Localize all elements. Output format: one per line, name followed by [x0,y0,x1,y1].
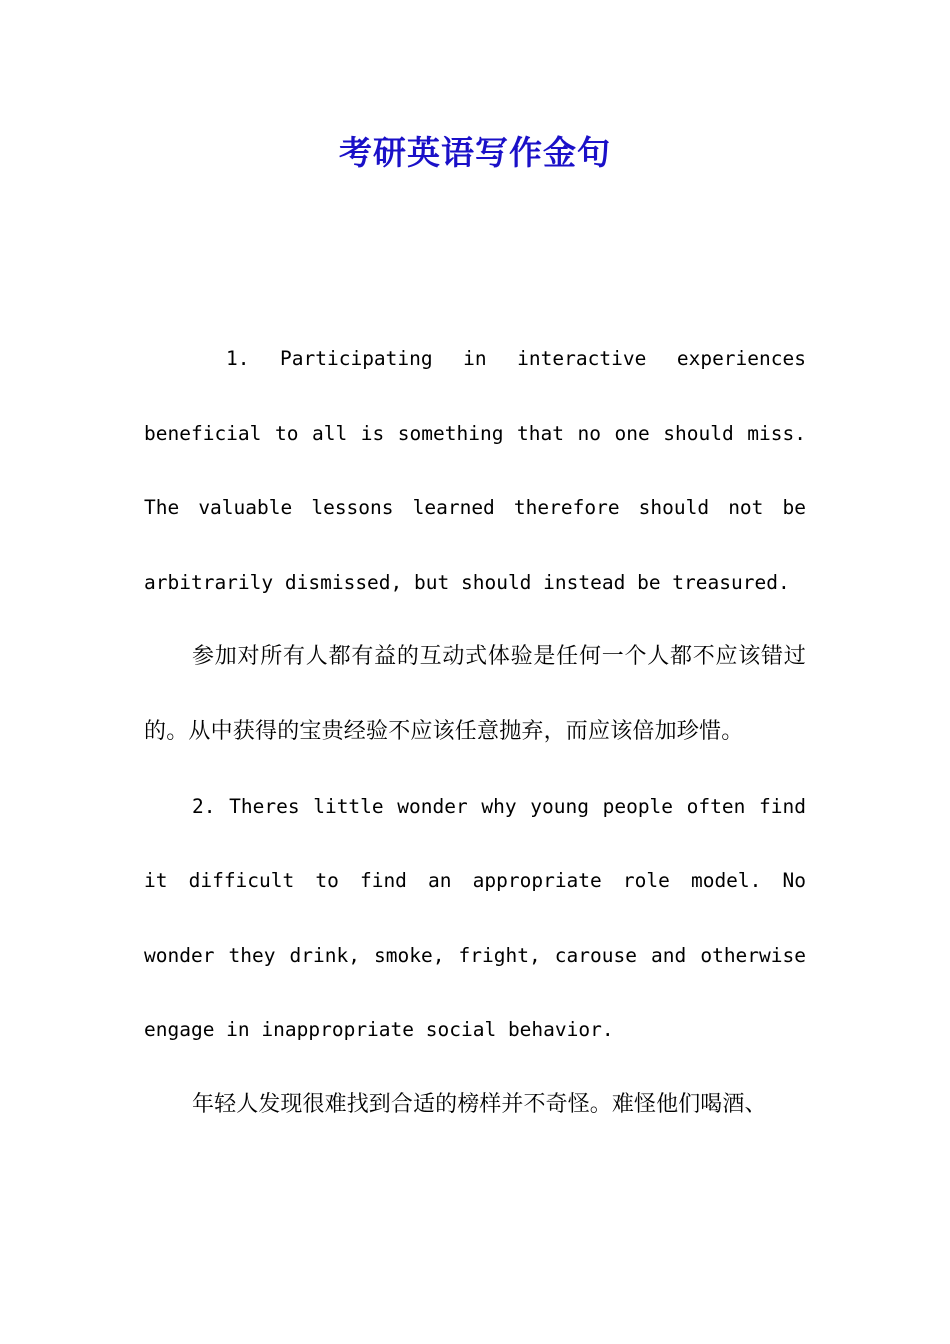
paragraph-1-chinese: 参加对所有人都有益的互动式体验是任何一个人都不应该错过的。从中获得的宝贵经验不应该任意抛弃，而应该倍加珍惜。 [144,644,806,744]
paragraph-2-english: 2. Theres little wonder why young people often find it difficult to find an appropriate role model. No wonder they drink, smoke, fright, carouse and otherwise engage in inappropriate social behavior. [144,794,806,1042]
document-title: 考研英语写作金句 [339,133,611,172]
document-body [144,322,806,1143]
paragraph-2-chinese: 年轻人发现很难找到合适的榜样并不奇怪。难怪他们喝酒、 [192,1091,767,1117]
paragraph-1-english: 1. Participating in interactive experiences beneficial to all is something that no one should miss. The valuable lessons learned therefore should not be arbitrarily dismissed, but should instead be treasured. [144,347,806,594]
